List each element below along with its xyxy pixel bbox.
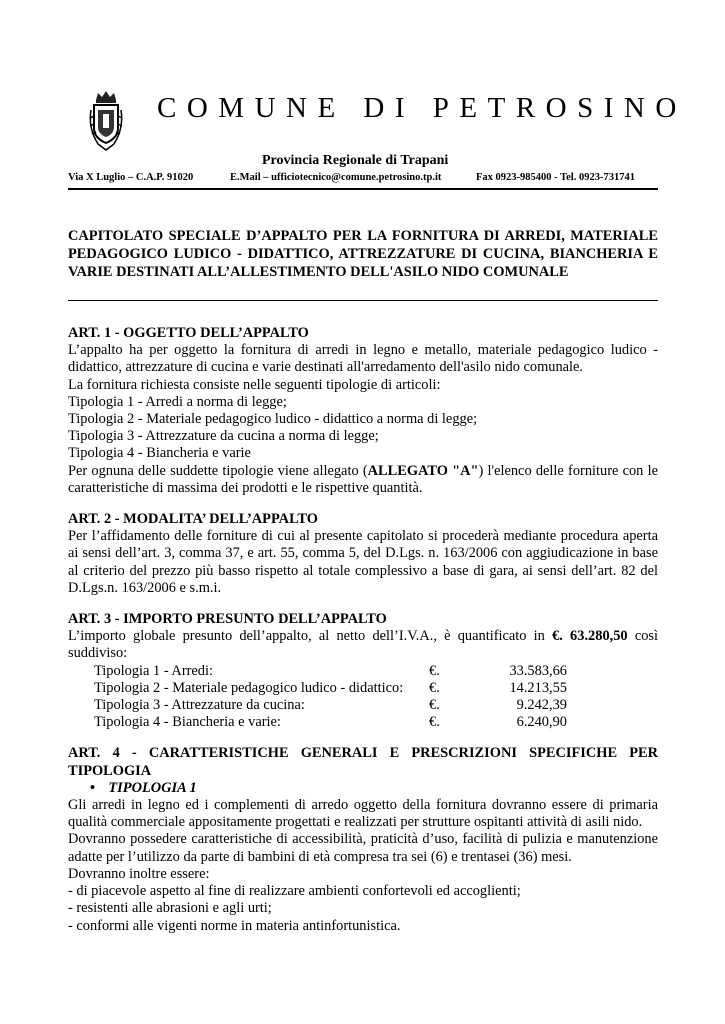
table-row <box>94 663 567 680</box>
art1-paragraph-3 <box>68 463 658 497</box>
cost-table <box>94 663 567 732</box>
art3-title: ART. 3 - IMPORTO PRESUNTO DELL’APPALTO <box>68 611 387 628</box>
total-amount: €. 63.280,50 <box>552 628 628 645</box>
cost-currency: €. <box>429 679 440 696</box>
bullet-icon: • <box>90 779 96 796</box>
art2-title: ART. 2 - MODALITA’ DELL’APPALTO <box>68 511 318 528</box>
cost-label: Tipologia 2 - Materiale pedagogico ludico - didattico: <box>94 679 404 696</box>
art1-title: ART. 1 - OGGETTO DELL’APPALTO <box>68 325 309 341</box>
art3-paragraph-1 <box>68 628 658 662</box>
cost-label: Tipologia 4 - Biancheria e varie: <box>94 714 281 731</box>
phone-text: Fax 0923-985400 - Tel. 0923-731741 <box>476 172 635 183</box>
document-heading: CAPITOLATO SPECIALE D’APPALTO PER LA FORNITURA DI ARREDI, MATERIALE PEDAGOGICO LUDICO - DIDATTICO, ATTREZZATURE DI CUCINA, BIANCHERIA E VARIE DESTINATI ALL’ALLESTIMENTO DELL'ASILO NIDO COMUNALE <box>68 228 658 280</box>
cost-currency: €. <box>429 662 440 679</box>
table-row <box>94 680 567 697</box>
document-body <box>68 325 658 935</box>
cost-currency: €. <box>429 714 440 731</box>
type-1-label: TIPOLOGIA 1 <box>108 779 197 796</box>
cost-value: 6.240,90 <box>516 714 567 731</box>
art1-p3-start: Per ognuna delle suddette tipologie viene allegato ( <box>68 462 368 479</box>
art1-p3-end: ) l'elenco delle forniture con le caratteristiche di massima dei prodotti e le rispettive quantità. <box>68 462 658 496</box>
art4-title: ART. 4 - CARATTERISTICHE GENERALI E PRESCRIZIONI SPECIFICHE PER TIPOLOGIA <box>68 745 658 779</box>
cost-value: 14.213,55 <box>509 679 567 696</box>
table-row <box>94 714 567 731</box>
heading-divider <box>68 300 658 301</box>
cost-label: Tipologia 1 - Arredi: <box>94 662 213 679</box>
cost-value: 33.583,66 <box>509 662 567 679</box>
table-row <box>94 697 567 714</box>
art1-paragraph-1: L’appalto ha per oggetto la fornitura di arredi in legno e metallo, materiale pedagogico ludico - didattico, attrezzature di cucina e varie destinati all'arredamento dell'asilo nido comunale. <box>68 342 658 376</box>
art1-type-3: Tipologia 3 - Attrezzature da cucina a norma di legge; <box>68 428 379 445</box>
art1-type-4: Tipologia 4 - Biancheria e varie <box>68 445 251 462</box>
art4-paragraph-1: Gli arredi in legno ed i complementi di arredo oggetto della fornitura dovranno essere di primaria qualità commerciale appositamente progettati e realizzati per strutture ospitanti attività di asili nido. <box>68 797 658 831</box>
cost-value: 9.242,39 <box>516 697 567 714</box>
header-divider <box>68 188 658 190</box>
art1-type-1: Tipologia 1 - Arredi a norma di legge; <box>68 393 287 410</box>
list-item <box>68 780 658 797</box>
art3-p1-start: L’importo globale presunto dell’appalto, al netto dell’I.V.A., è quantificato in <box>68 628 553 645</box>
cost-currency: €. <box>429 697 440 714</box>
address-text: Via X Luglio – C.A.P. 91020 <box>68 172 194 183</box>
email-text: E.Mail – ufficiotecnico@comune.petrosino.tp.it <box>230 172 442 183</box>
art1-type-2: Tipologia 2 - Materiale pedagogico ludico - didattico a norma di legge; <box>68 411 478 428</box>
art4-paragraph-2: Dovranno possedere caratteristiche di accessibilità, praticità d’uso, facilità di pulizia e manutenzione adatte per l’utilizzo da parte di bambini di età compresa tra sei (6) e trentasei (36) mesi. <box>68 831 658 865</box>
cost-label: Tipologia 3 - Attrezzature da cucina: <box>94 697 305 714</box>
art3-p1-end: così suddiviso: <box>68 628 659 662</box>
art4-paragraph-3: Dovranno inoltre essere: <box>68 865 210 882</box>
attachment-label: ALLEGATO "A" <box>367 462 479 479</box>
province-label: Provincia Regionale di Trapani <box>262 153 449 168</box>
art1-paragraph-2: La fornitura richiesta consiste nelle seguenti tipologie di articoli: <box>68 376 441 393</box>
coat-of-arms-icon <box>88 90 124 152</box>
list-item: - conformi alle vigenti norme in materia antinfortunistica. <box>68 917 401 934</box>
list-item: - di piacevole aspetto al fine di realizzare ambienti confortevoli ed accoglienti; <box>68 883 521 900</box>
page-title: COMUNE DI PETROSINO <box>157 92 687 124</box>
list-item: - resistenti alle abrasioni e agli urti; <box>68 900 272 917</box>
art2-paragraph-1: Per l’affidamento delle forniture di cui al presente capitolato si procederà mediante procedura aperta ai sensi dell’art. 3, comma 37, e art. 55, comma 5, del D.Lgs. n. 163/2006 con aggiudicazione in base al criterio del prezzo più basso rispetto al totale complessivo a base di gara, ai sensi dell’art. 82 del D.Lgs.n. 163/2006 e s.m.i. <box>68 528 658 596</box>
